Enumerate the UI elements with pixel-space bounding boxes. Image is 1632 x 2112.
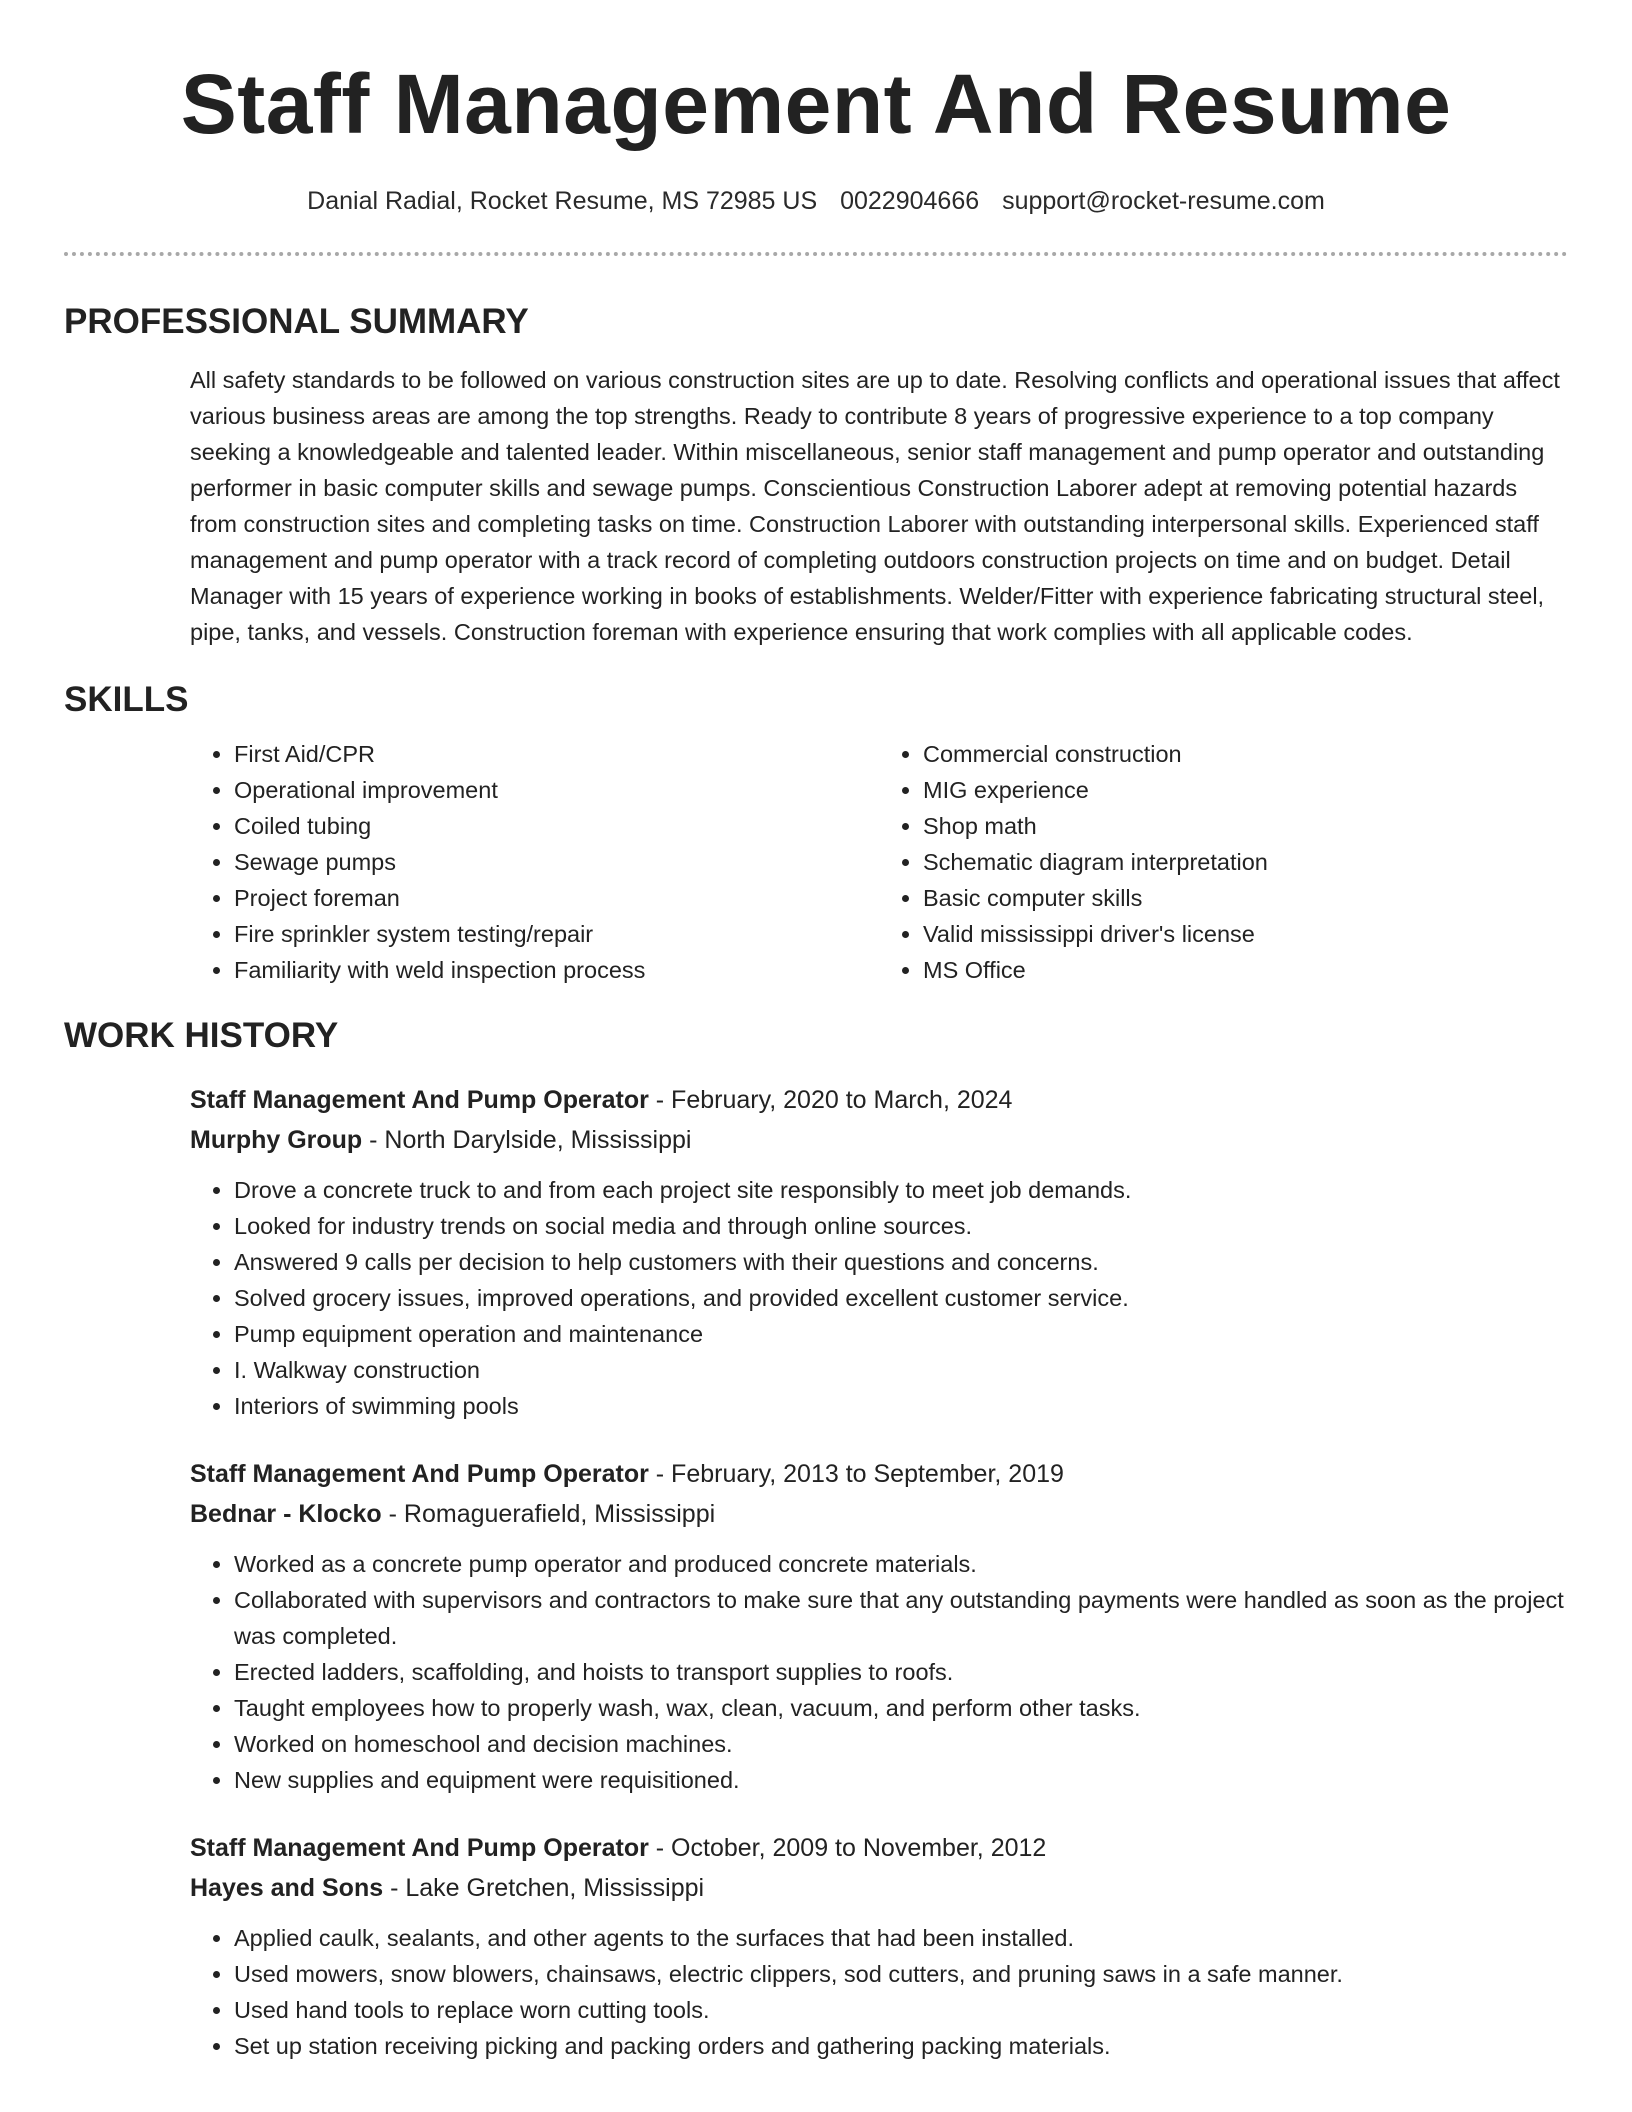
skills-column-right	[879, 736, 1568, 988]
skills-heading: SKILLS	[64, 680, 189, 719]
job-bullet: • Collaborated with supervisors and contractors to make sure that any outstanding payments were handled as soon as the project was completed.	[234, 1582, 1568, 1654]
job-title: Staff Management And Pump Operator	[190, 1086, 649, 1114]
skill-item: • Shop math	[923, 808, 1568, 844]
job-bullet: • Worked on homeschool and decision machines.	[234, 1726, 1568, 1762]
job-bullet: • Solved grocery issues, improved operations, and provided excellent customer service.	[234, 1280, 1568, 1316]
job-bullet: • New supplies and equipment were requisitioned.	[234, 1762, 1568, 1798]
contact-email: support@rocket-resume.com	[1002, 187, 1325, 215]
job-location: - North Darylside, Mississippi	[362, 1126, 692, 1154]
job-company: Bednar - Klocko	[190, 1500, 382, 1528]
work-history-heading: WORK HISTORY	[64, 1016, 339, 1055]
job-dates: - October, 2009 to November, 2012	[648, 1834, 1047, 1862]
skill-item: • Valid mississippi driver's license	[923, 916, 1568, 952]
job-company-line	[190, 1120, 1568, 1160]
job-location: - Lake Gretchen, Mississippi	[383, 1874, 705, 1902]
job-company: Hayes and Sons	[190, 1874, 384, 1902]
job-bullet: • Looked for industry trends on social media and through online sources.	[234, 1208, 1568, 1244]
contact-phone: 0022904666	[840, 187, 980, 215]
contact-line	[64, 184, 1568, 218]
job-bullet: • Pump equipment operation and maintenance	[234, 1316, 1568, 1352]
skills-grid	[190, 736, 1568, 988]
skill-item: • First Aid/CPR	[234, 736, 879, 772]
job-bullet: • Taught employees how to properly wash, wax, clean, vacuum, and perform other tasks.	[234, 1690, 1568, 1726]
skill-item: • MIG experience	[923, 772, 1568, 808]
job-dates: - February, 2013 to September, 2019	[648, 1460, 1064, 1488]
skill-item: • Familiarity with weld inspection process	[234, 952, 879, 988]
skill-item: • Project foreman	[234, 880, 879, 916]
job-bullet: • Interiors of swimming pools	[234, 1388, 1568, 1424]
skill-item: • Coiled tubing	[234, 808, 879, 844]
job-bullets	[190, 1920, 1568, 2064]
skill-item: • Schematic diagram interpretation	[923, 844, 1568, 880]
skill-item: • Sewage pumps	[234, 844, 879, 880]
header-divider	[64, 252, 1568, 256]
job-title-line	[190, 1080, 1568, 1120]
job-bullet: • Drove a concrete truck to and from each project site responsibly to meet job demands.	[234, 1172, 1568, 1208]
job-location: - Romaguerafield, Mississippi	[381, 1500, 716, 1528]
summary-text: All safety standards to be followed on various construction sites are up to date. Resolving conflicts and operational issues that affect various business areas are among the top strengths. Ready to contribute 8 years of progressive experience to a top company seeking a knowledgeable and talented leader. Within miscellaneous, senior staff management and pump operator and outstanding performer in basic computer skills and sewage pumps. Conscientious Construction Laborer adept at removing potential hazards from construction sites and completing tasks on time. Construction Laborer with outstanding interpersonal skills. Experienced staff management and pump operator with a track record of completing outdoors construction projects on time and on budget. Detail Manager with 15 years of experience working in books of establishments. Welder/Fitter with experience fabricating structural steel, pipe, tanks, and vessels. Construction foreman with experience ensuring that work complies with all applicable codes.	[190, 367, 1560, 645]
job-company-line	[190, 1868, 1568, 1908]
job-title: Staff Management And Pump Operator	[190, 1460, 649, 1488]
job-entry	[190, 1828, 1568, 2064]
job-dates: - February, 2020 to March, 2024	[648, 1086, 1013, 1114]
resume-title: Staff Management And Resume	[180, 57, 1452, 151]
job-bullet: • Set up station receiving picking and packing orders and gathering packing materials.	[234, 2028, 1568, 2064]
job-entry	[190, 1080, 1568, 1424]
job-entry	[190, 1454, 1568, 1798]
job-company: Murphy Group	[190, 1126, 363, 1154]
summary-heading: PROFESSIONAL SUMMARY	[64, 302, 529, 341]
job-bullet: • Applied caulk, sealants, and other agents to the surfaces that had been installed.	[234, 1920, 1568, 1956]
job-bullet: • Worked as a concrete pump operator and produced concrete materials.	[234, 1546, 1568, 1582]
job-bullets	[190, 1172, 1568, 1424]
contact-address: Danial Radial, Rocket Resume, MS 72985 US	[307, 187, 818, 215]
job-bullets	[190, 1546, 1568, 1798]
job-bullet: • Used mowers, snow blowers, chainsaws, electric clippers, sod cutters, and pruning saws in a safe manner.	[234, 1956, 1568, 1992]
skill-item: • Fire sprinkler system testing/repair	[234, 916, 879, 952]
job-bullet: • Used hand tools to replace worn cutting tools.	[234, 1992, 1568, 2028]
skill-item: • Basic computer skills	[923, 880, 1568, 916]
job-title-line	[190, 1828, 1568, 1868]
job-bullet: • Erected ladders, scaffolding, and hoists to transport supplies to roofs.	[234, 1654, 1568, 1690]
job-title: Staff Management And Pump Operator	[190, 1834, 649, 1862]
job-bullet: • I. Walkway construction	[234, 1352, 1568, 1388]
skill-item: • Commercial construction	[923, 736, 1568, 772]
job-bullet: • Answered 9 calls per decision to help customers with their questions and concerns.	[234, 1244, 1568, 1280]
skill-item: • MS Office	[923, 952, 1568, 988]
job-company-line	[190, 1494, 1568, 1534]
skill-item: • Operational improvement	[234, 772, 879, 808]
skills-column-left	[190, 736, 879, 988]
job-title-line	[190, 1454, 1568, 1494]
